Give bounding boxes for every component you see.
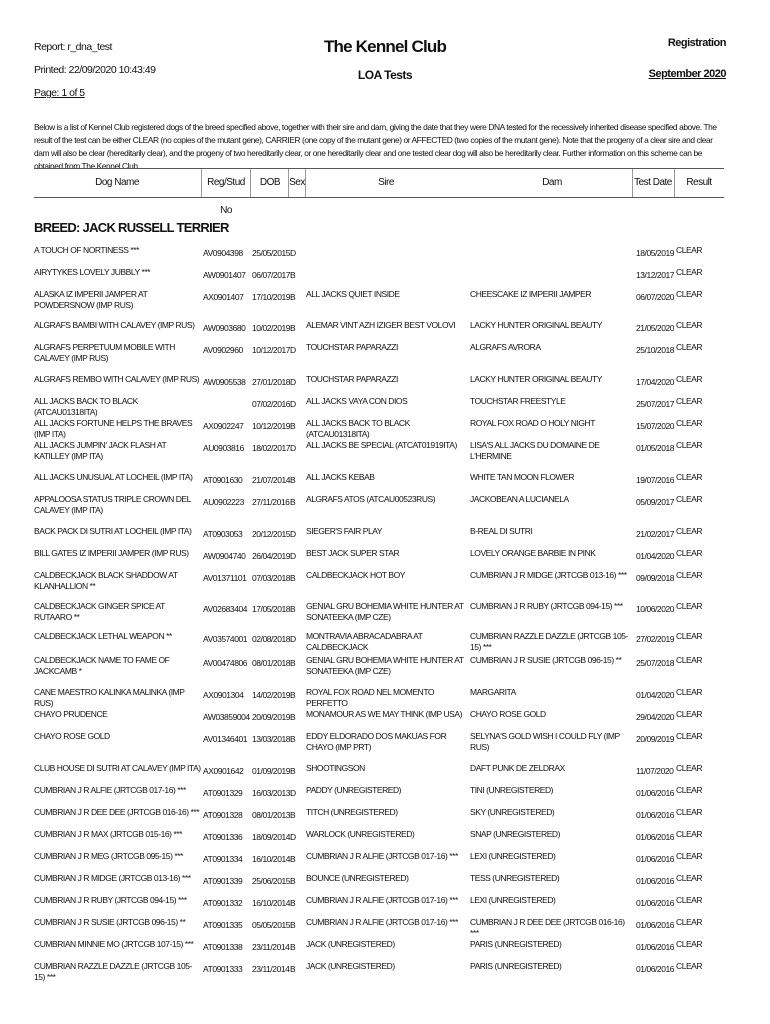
row-sex: B bbox=[290, 898, 296, 908]
row-sire: TOUCHSTAR PAPARAZZI bbox=[306, 342, 398, 352]
row-dam: CUMBRIAN J R DEE DEE (JRTCGB 016-16) *** bbox=[470, 917, 625, 938]
page-number: Page: 1 of 5 bbox=[34, 87, 85, 99]
row-dog-name: BILL GATES IZ IMPERII JAMPER (IMP RUS) bbox=[34, 548, 189, 558]
row-dog-name: A TOUCH OF NORTINESS *** bbox=[34, 245, 139, 255]
row-result: CLEAR bbox=[676, 245, 703, 255]
row-result: CLEAR bbox=[676, 851, 703, 861]
row-result: CLEAR bbox=[676, 917, 703, 927]
printed-date: Printed: 22/09/2020 10:43:49 bbox=[34, 64, 156, 76]
row-dog-name: CUMBRIAN J R MIDGE (JRTCGB 013-16) *** bbox=[34, 873, 191, 883]
row-result: CLEAR bbox=[676, 418, 703, 428]
row-dob: 10/02/2019 bbox=[252, 323, 291, 333]
row-dam: JACKOBEAN A LUCIANELA bbox=[470, 494, 569, 504]
row-reg-no: AW0901407 bbox=[203, 270, 246, 280]
row-dam: CUMBRIAN J R RUBY (JRTCGB 094-15) *** bbox=[470, 601, 623, 611]
row-dog-name: BACK PACK DI SUTRI AT LOCHEIL (IMP ITA) bbox=[34, 526, 192, 536]
row-dob: 07/03/2018 bbox=[252, 573, 291, 583]
row-dob: 26/04/2019 bbox=[252, 551, 291, 561]
row-sex: D bbox=[290, 634, 296, 644]
row-test-date: 29/04/2020 bbox=[636, 712, 675, 722]
row-sex: D bbox=[290, 788, 296, 798]
row-dob: 17/10/2019 bbox=[252, 292, 291, 302]
row-sire: BOUNCE (UNREGISTERED) bbox=[306, 873, 409, 883]
row-dog-name: CALDBECKJACK LETHAL WEAPON ** bbox=[34, 631, 172, 641]
row-dog-name: ALASKA IZ IMPERII JAMPER AT POWDERSNOW (IMP RUS) bbox=[34, 289, 148, 310]
row-reg-no: AT0901334 bbox=[203, 854, 243, 864]
page-subtitle: LOA Tests bbox=[357, 68, 413, 82]
row-test-date: 01/06/2016 bbox=[636, 898, 675, 908]
row-result: CLEAR bbox=[676, 526, 703, 536]
row-sire: JACK (UNREGISTERED) bbox=[306, 961, 395, 971]
row-test-date: 01/06/2016 bbox=[636, 788, 675, 798]
row-reg-no: AW0904740 bbox=[203, 551, 246, 561]
row-dam: B-REAL DI SUTRI bbox=[470, 526, 533, 536]
row-sire: ALGRAFS ATOS (ATCAU00523RUS) bbox=[306, 494, 436, 504]
row-result: CLEAR bbox=[676, 807, 703, 817]
row-sire: MONTRAVIA ABRACADABRA AT CALDBECKJACK bbox=[306, 631, 423, 652]
row-dam: ROYAL FOX ROAD O HOLY NIGHT bbox=[470, 418, 595, 428]
row-sire: ALL JACKS KEBAB bbox=[306, 472, 375, 482]
row-reg-no: AX0902247 bbox=[203, 421, 244, 431]
row-result: CLEAR bbox=[676, 655, 703, 665]
row-result: CLEAR bbox=[676, 289, 703, 299]
row-sex: B bbox=[290, 734, 296, 744]
row-sex: B bbox=[290, 854, 296, 864]
row-reg-no: AV03574001 bbox=[203, 634, 248, 644]
row-dob: 06/07/2017 bbox=[252, 270, 291, 280]
row-dog-name: ALL JACKS UNUSUAL AT LOCHEIL (IMP ITA) bbox=[34, 472, 193, 482]
row-sire: CUMBRIAN J R ALFIE (JRTCGB 017-16) *** bbox=[306, 895, 458, 905]
row-dog-name: CALDBECKJACK NAME TO FAME OF JACKCAMB * bbox=[34, 655, 170, 676]
row-test-date: 01/06/2016 bbox=[636, 942, 675, 952]
row-sex: B bbox=[290, 475, 296, 485]
row-sire: CUMBRIAN J R ALFIE (JRTCGB 017-16) *** bbox=[306, 917, 458, 927]
row-dob: 17/05/2018 bbox=[252, 604, 291, 614]
row-dam: LACKY HUNTER ORIGINAL BEAUTY bbox=[470, 374, 602, 384]
row-test-date: 17/04/2020 bbox=[636, 377, 675, 387]
row-dob: 01/09/2019 bbox=[252, 766, 291, 776]
row-sex: B bbox=[290, 604, 296, 614]
row-dob: 20/12/2015 bbox=[252, 529, 291, 539]
row-sex: B bbox=[290, 690, 296, 700]
row-reg-no: AT0901335 bbox=[203, 920, 243, 930]
row-dob: 18/02/2017 bbox=[252, 443, 291, 453]
row-sire: SHOOTINGSON bbox=[306, 763, 365, 773]
row-test-date: 20/09/2019 bbox=[636, 734, 675, 744]
row-sire: TOUCHSTAR PAPARAZZI bbox=[306, 374, 398, 384]
row-dog-name: CUMBRIAN J R DEE DEE (JRTCGB 016-16) *** bbox=[34, 807, 200, 817]
row-test-date: 01/06/2016 bbox=[636, 964, 675, 974]
row-dam: TINI (UNREGISTERED) bbox=[470, 785, 554, 795]
row-test-date: 09/09/2018 bbox=[636, 573, 675, 583]
row-dam: CUMBRIAN J R MIDGE (JRTCGB 013-16) *** bbox=[470, 570, 627, 580]
row-sire: TITCH (UNREGISTERED) bbox=[306, 807, 398, 817]
row-test-date: 25/10/2018 bbox=[636, 345, 675, 355]
row-result: CLEAR bbox=[676, 961, 703, 971]
row-test-date: 25/07/2017 bbox=[636, 399, 675, 409]
row-dob: 08/01/2018 bbox=[252, 658, 291, 668]
row-reg-no: AT0901336 bbox=[203, 832, 243, 842]
row-dam: SELYNA'S GOLD WISH I COULD FLY (IMP RUS) bbox=[470, 731, 620, 752]
row-sex: D bbox=[290, 377, 296, 387]
row-dog-name: CUMBRIAN J R MEG (JRTCGB 095-15) *** bbox=[34, 851, 183, 861]
row-reg-no: AT0901332 bbox=[203, 898, 243, 908]
row-test-date: 01/06/2016 bbox=[636, 876, 675, 886]
row-reg-no: AX0901642 bbox=[203, 766, 244, 776]
row-reg-no: AV02683404 bbox=[203, 604, 248, 614]
row-sire: CUMBRIAN J R ALFIE (JRTCGB 017-16) *** bbox=[306, 851, 458, 861]
row-sex: B bbox=[290, 658, 296, 668]
row-test-date: 18/05/2019 bbox=[636, 248, 675, 258]
row-result: CLEAR bbox=[676, 570, 703, 580]
row-dob: 05/05/2015 bbox=[252, 920, 291, 930]
row-sire: SIEGER'S FAIR PLAY bbox=[306, 526, 383, 536]
row-test-date: 01/04/2020 bbox=[636, 551, 675, 561]
row-test-date: 01/05/2018 bbox=[636, 443, 675, 453]
row-reg-no: AT0901329 bbox=[203, 788, 243, 798]
row-test-date: 25/07/2018 bbox=[636, 658, 675, 668]
row-dob: 10/12/2017 bbox=[252, 345, 291, 355]
row-result: CLEAR bbox=[676, 267, 703, 277]
row-dam: LISA'S ALL JACKS DU DOMAINE DE L'HERMINE bbox=[470, 440, 600, 461]
row-dob: 16/10/2014 bbox=[252, 898, 291, 908]
row-result: CLEAR bbox=[676, 895, 703, 905]
row-dam: TOUCHSTAR FREESTYLE bbox=[470, 396, 566, 406]
row-test-date: 01/06/2016 bbox=[636, 810, 675, 820]
row-reg-no: AT0901338 bbox=[203, 942, 243, 952]
row-result: CLEAR bbox=[676, 472, 703, 482]
row-reg-no: AT0901630 bbox=[203, 475, 243, 485]
row-reg-no: AV01371101 bbox=[203, 573, 247, 583]
col-dog-name: Dog Name bbox=[95, 177, 139, 188]
row-dob: 07/02/2016 bbox=[252, 399, 291, 409]
row-sex: D bbox=[290, 551, 296, 561]
row-sire: PADDY (UNREGISTERED) bbox=[306, 785, 402, 795]
report-period: September 2020 bbox=[648, 68, 726, 80]
row-result: CLEAR bbox=[676, 374, 703, 384]
row-dam: CHAYO ROSE GOLD bbox=[470, 709, 546, 719]
row-result: CLEAR bbox=[676, 396, 703, 406]
row-dog-name: APPALOOSA STATUS TRIPLE CROWN DEL CALAVEY (IMP ITA) bbox=[34, 494, 191, 515]
row-result: CLEAR bbox=[676, 548, 703, 558]
row-dob: 10/12/2019 bbox=[252, 421, 291, 431]
row-dob: 13/03/2018 bbox=[252, 734, 291, 744]
row-result: CLEAR bbox=[676, 829, 703, 839]
row-test-date: 11/07/2020 bbox=[636, 766, 674, 776]
row-test-date: 19/07/2016 bbox=[636, 475, 675, 485]
row-dog-name: ALGRAFS PERPETUUM MOBILE WITH CALAVEY (IMP RUS) bbox=[34, 342, 175, 363]
row-dog-name: CALDBECKJACK BLACK SHADDOW AT KLANHALLION ** bbox=[34, 570, 178, 591]
row-sex: B bbox=[290, 920, 296, 930]
row-dam: LOVELY ORANGE BARBIE IN PINK bbox=[470, 548, 596, 558]
row-dam: CUMBRIAN J R SUSIE (JRTCGB 096-15) ** bbox=[470, 655, 622, 665]
row-dog-name: CUMBRIAN J R MAX (JRTCGB 015-16) *** bbox=[34, 829, 183, 839]
row-result: CLEAR bbox=[676, 440, 703, 450]
row-test-date: 13/12/2017 bbox=[636, 270, 675, 280]
row-sire: GENIAL GRU BOHEMIA WHITE HUNTER AT SONATEEKA (IMP CZE) bbox=[306, 601, 464, 622]
row-sire: WARLOCK (UNREGISTERED) bbox=[306, 829, 415, 839]
row-dob: 21/07/2014 bbox=[252, 475, 291, 485]
row-test-date: 27/02/2019 bbox=[636, 634, 675, 644]
row-reg-no: AT0901328 bbox=[203, 810, 243, 820]
row-sire: JACK (UNREGISTERED) bbox=[306, 939, 395, 949]
row-dog-name: CHAYO ROSE GOLD bbox=[34, 731, 110, 741]
col-result: Result bbox=[686, 177, 712, 188]
row-reg-no: AV01346401 bbox=[203, 734, 248, 744]
row-sex: B bbox=[290, 876, 296, 886]
row-result: CLEAR bbox=[676, 687, 703, 697]
row-result: CLEAR bbox=[676, 342, 703, 352]
row-reg-no: AV0902960 bbox=[203, 345, 243, 355]
row-test-date: 01/06/2016 bbox=[636, 832, 675, 842]
row-sire: GENIAL GRU BOHEMIA WHITE HUNTER AT SONATEEKA (IMP CZE) bbox=[306, 655, 464, 676]
row-result: CLEAR bbox=[676, 763, 703, 773]
row-reg-no: AV0904398 bbox=[203, 248, 243, 258]
col-sire: Sire bbox=[378, 177, 394, 188]
row-sex: D bbox=[290, 832, 296, 842]
row-sex: B bbox=[290, 712, 296, 722]
row-test-date: 21/02/2017 bbox=[636, 529, 675, 539]
row-dob: 23/11/2014 bbox=[252, 942, 290, 952]
row-test-date: 05/09/2017 bbox=[636, 497, 675, 507]
row-sex: B bbox=[290, 942, 296, 952]
row-dam: DAFT PUNK DE ZELDRAX bbox=[470, 763, 565, 773]
row-sex: D bbox=[290, 529, 296, 539]
row-reg-no: AW0903680 bbox=[203, 323, 246, 333]
row-dam: PARIS (UNREGISTERED) bbox=[470, 939, 562, 949]
breed-heading: BREED: JACK RUSSELL TERRIER bbox=[34, 220, 229, 235]
row-result: CLEAR bbox=[676, 494, 703, 504]
row-dam: SKY (UNREGISTERED) bbox=[470, 807, 555, 817]
row-dob: 25/06/2015 bbox=[252, 876, 291, 886]
row-dam: ALGRAFS AVRORA bbox=[470, 342, 541, 352]
row-sire: ALL JACKS VAYA CON DIOS bbox=[306, 396, 408, 406]
row-dog-name: CUMBRIAN J R SUSIE (JRTCGB 096-15) ** bbox=[34, 917, 186, 927]
row-sex: D bbox=[290, 443, 296, 453]
row-dog-name: AIRYTYKES LOVELY JUBBLY *** bbox=[34, 267, 151, 277]
row-dog-name: ALL JACKS FORTUNE HELPS THE BRAVES (IMP ITA) bbox=[34, 418, 193, 439]
row-result: CLEAR bbox=[676, 731, 703, 741]
row-result: CLEAR bbox=[676, 709, 703, 719]
row-dob: 25/05/2015 bbox=[252, 248, 291, 258]
row-dam: CHEESCAKE IZ IMPERII JAMPER bbox=[470, 289, 592, 299]
row-dog-name: ALGRAFS REMBO WITH CALAVEY (IMP RUS) bbox=[34, 374, 200, 384]
row-dob: 14/02/2019 bbox=[252, 690, 291, 700]
row-result: CLEAR bbox=[676, 785, 703, 795]
row-reg-no: AW0905538 bbox=[203, 377, 246, 387]
row-reg-no: AX0901304 bbox=[203, 690, 244, 700]
row-dog-name: CUMBRIAN J R RUBY (JRTCGB 094-15) *** bbox=[34, 895, 187, 905]
row-dam: WHITE TAN MOON FLOWER bbox=[470, 472, 575, 482]
row-reg-no: AT0901333 bbox=[203, 964, 243, 974]
row-dob: 23/11/2014 bbox=[252, 964, 290, 974]
row-sex: D bbox=[290, 248, 296, 258]
row-result: CLEAR bbox=[676, 320, 703, 330]
row-test-date: 06/07/2020 bbox=[636, 292, 675, 302]
row-test-date: 01/04/2020 bbox=[636, 690, 675, 700]
row-dob: 27/11/2016 bbox=[252, 497, 290, 507]
row-dog-name: CUMBRIAN MINNIE MO (JRTCGB 107-15) *** bbox=[34, 939, 194, 949]
row-sex: B bbox=[290, 573, 296, 583]
row-sire: ALEMAR VINT AZH IZIGER BEST VOLOVI bbox=[306, 320, 456, 330]
row-sire: ROYAL FOX ROAD NEL MOMENTO PERFETTO bbox=[306, 687, 435, 708]
row-dob: 02/08/2018 bbox=[252, 634, 291, 644]
row-result: CLEAR bbox=[676, 631, 703, 641]
row-test-date: 15/07/2020 bbox=[636, 421, 675, 431]
registration-label: Registration bbox=[667, 37, 726, 49]
row-dob: 27/01/2018 bbox=[252, 377, 291, 387]
row-reg-no: AV00474806 bbox=[203, 658, 248, 668]
row-dog-name: CALDBECKJACK GINGER SPICE AT RUTAARO ** bbox=[34, 601, 165, 622]
row-test-date: 01/06/2016 bbox=[636, 854, 675, 864]
row-result: CLEAR bbox=[676, 601, 703, 611]
col-dam: Dam bbox=[542, 177, 562, 188]
row-sex: B bbox=[290, 810, 296, 820]
row-sire: ALL JACKS BACK TO BLACK (ATCAU01318ITA) bbox=[306, 418, 410, 439]
row-dog-name: ALGRAFS BAMBI WITH CALAVEY (IMP RUS) bbox=[34, 320, 195, 330]
row-result: CLEAR bbox=[676, 939, 703, 949]
row-dog-name: CUMBRIAN J R ALFIE (JRTCGB 017-16) *** bbox=[34, 785, 186, 795]
row-reg-no: AU0902223 bbox=[203, 497, 244, 507]
row-test-date: 01/06/2016 bbox=[636, 920, 675, 930]
row-reg-no: AT0903053 bbox=[203, 529, 243, 539]
row-dog-name: CUMBRIAN RAZZLE DAZZLE (JRTCGB 105-15) *** bbox=[34, 961, 192, 982]
row-reg-no: AU0903816 bbox=[203, 443, 244, 453]
row-dog-name: CANE MAESTRO KALINKA MALINKA (IMP RUS) bbox=[34, 687, 185, 708]
intro-paragraph: Below is a list of Kennel Club registered dogs of the breed specified above, together with their sire and dam, giving the date that they were DNA tested for the recessively inherited disease specified above. The result of the test can be either CLEAR (no copies of the mutant gene), CARRIER (one copy of the mutant gene) or AFFECTED (two copies of the mutant gene). Note that the progeny of a clear sire and clear dam will also be clear (hereditarily clear), and the progeny of two hereditarily clear, or one hereditarily clear and one tested clear dog will also be hereditarily clear. Further information on this scheme can be obtained from The Kennel Club bbox=[34, 122, 717, 171]
row-sex: B bbox=[290, 292, 296, 302]
row-dog-name: ALL JACKS BACK TO BLACK (ATCAU01318ITA) bbox=[34, 396, 138, 417]
row-sex: B bbox=[290, 270, 296, 280]
row-sire: EDDY ELDORADO DOS MAKUAS FOR CHAYO (IMP PRT) bbox=[306, 731, 447, 752]
row-dam: MARGARITA bbox=[470, 687, 516, 697]
row-dam: CUMBRIAN RAZZLE DAZZLE (JRTCGB 105-15) *** bbox=[470, 631, 628, 652]
row-dam: SNAP (UNREGISTERED) bbox=[470, 829, 561, 839]
row-reg-no: AT0901339 bbox=[203, 876, 243, 886]
page-title: The Kennel Club bbox=[323, 37, 447, 56]
col-reg: Reg/Stud No bbox=[207, 177, 245, 216]
row-sex: B bbox=[290, 497, 296, 507]
row-sex: B bbox=[290, 766, 296, 776]
col-dob: DOB bbox=[259, 177, 281, 188]
row-sex: D bbox=[290, 345, 296, 355]
report-name: Report: r_dna_test bbox=[34, 41, 112, 53]
row-sire: ALL JACKS QUIET INSIDE bbox=[306, 289, 400, 299]
row-dam: LACKY HUNTER ORIGINAL BEAUTY bbox=[470, 320, 602, 330]
row-dog-name: CHAYO PRUDENCE bbox=[34, 709, 108, 719]
row-reg-no: AW03859004 bbox=[203, 712, 250, 722]
row-dob: 18/09/2014 bbox=[252, 832, 291, 842]
row-dob: 16/10/2014 bbox=[252, 854, 291, 864]
row-dam: LEXI (UNREGISTERED) bbox=[470, 851, 556, 861]
row-sire: CALDBECKJACK HOT BOY bbox=[306, 570, 406, 580]
row-dog-name: CLUB HOUSE DI SUTRI AT CALAVEY (IMP ITA) bbox=[34, 763, 201, 773]
col-test-date: Test Date bbox=[634, 177, 672, 188]
row-reg-no: AX0901407 bbox=[203, 292, 244, 302]
row-dam: PARIS (UNREGISTERED) bbox=[470, 961, 562, 971]
row-dob: 16/03/2013 bbox=[252, 788, 291, 798]
row-sex: B bbox=[290, 421, 296, 431]
row-dam: LEXI (UNREGISTERED) bbox=[470, 895, 556, 905]
row-dob: 20/09/2019 bbox=[252, 712, 291, 722]
row-sire: BEST JACK SUPER STAR bbox=[306, 548, 400, 558]
row-dob: 08/01/2013 bbox=[252, 810, 291, 820]
row-sex: B bbox=[290, 323, 296, 333]
col-sex: Sex bbox=[289, 177, 305, 188]
row-sex: B bbox=[290, 964, 296, 974]
row-test-date: 21/05/2020 bbox=[636, 323, 675, 333]
row-sire: MONAMOUR AS WE MAY THINK (IMP USA) bbox=[306, 709, 462, 719]
row-sex: D bbox=[290, 399, 296, 409]
row-test-date: 10/06/2020 bbox=[636, 604, 675, 614]
row-result: CLEAR bbox=[676, 873, 703, 883]
row-dog-name: ALL JACKS JUMPIN' JACK FLASH AT KATILLEY (IMP ITA) bbox=[34, 440, 167, 461]
row-dam: TESS (UNREGISTERED) bbox=[470, 873, 560, 883]
row-sire: ALL JACKS BE SPECIAL (ATCAT01919ITA) bbox=[306, 440, 457, 450]
